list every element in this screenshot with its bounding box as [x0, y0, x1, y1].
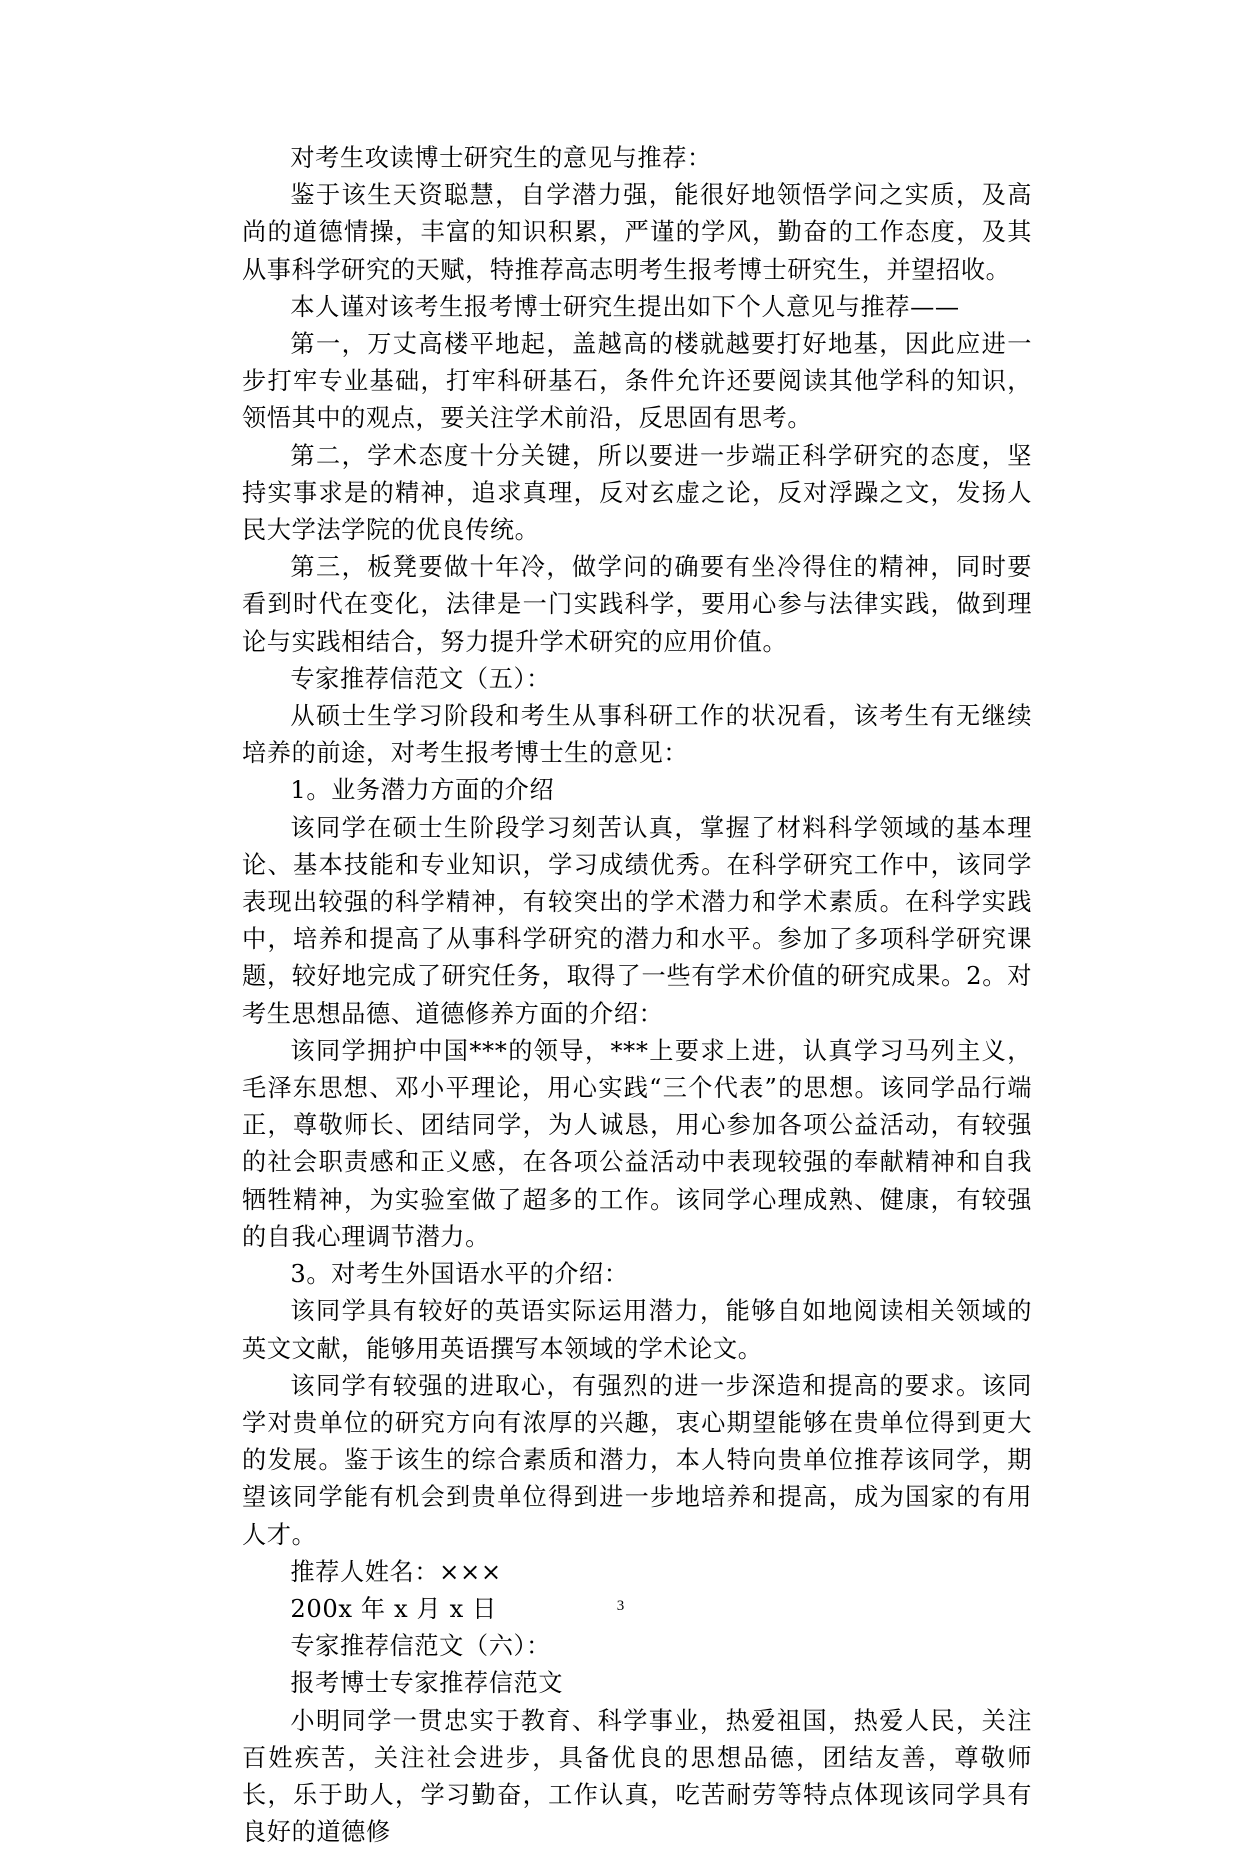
paragraph: 该同学有较强的进取心，有强烈的进一步深造和提高的要求。该同学对贵单位的研究方向有浓厚的兴趣，衷心期望能够在贵单位得到更大的发展。鉴于该生的综合素质和潜力，本人特向贵单位推荐该同学，期望该同学能有机会到贵单位得到进一步地培养和提高，成为国家的有用人才。 [242, 1371, 1032, 1549]
document-body [242, 140, 1032, 1851]
paragraph: 第三，板凳要做十年冷，做学问的确要有坐冷得住的精神，同时要看到时代在变化，法律是一门实践科学，要用心参与法律实践，做到理论与实践相结合，努力提升学术研究的应用价值。 [242, 553, 1032, 656]
subheading: 1。业务潜力方面的介绍 [290, 776, 555, 805]
paragraph: 小明同学一贯忠实于教育、科学事业，热爱祖国，热爱人民，关注百姓疾苦，关注社会进步，具备优良的思想品德，团结友善，尊敬师长，乐于助人，学习勤奋，工作认真，吃苦耐劳等特点体现该同学具有良好的道德修 [242, 1706, 1032, 1847]
paragraph: 该同学具有较好的英语实际运用潜力，能够自如地阅读相关领域的英文文献，能够用英语撰写本领域的学术论文。 [242, 1297, 1032, 1363]
paragraph: 第二，学术态度十分关键，所以要进一步端正科学研究的态度，坚持实事求是的精神，追求真理，反对玄虚之论，反对浮躁之文，发扬人民大学法学院的优良传统。 [242, 441, 1032, 545]
letter-title: 报考博士专家推荐信范文 [290, 1669, 564, 1698]
section-heading: 专家推荐信范文（六）： [290, 1632, 551, 1661]
paragraph: 对考生攻读博士研究生的意见与推荐： [290, 144, 712, 172]
paragraph: 该同学在硕士生阶段学习刻苦认真，掌握了材料科学领域的基本理论、基本技能和专业知识，学习成绩优秀。在科学研究工作中，该同学表现出较强的科学精神，有较突出的学术潜力和学术素质。在科学实践中，培养和提高了从事科学研究的潜力和水平。参加了多项科学研究课题，较好地完成了研究任务，取得了一些有学术价值的研究成果。2。对考生思想品德、道德修养方面的介绍： [242, 813, 1032, 1028]
paragraph: 鉴于该生天资聪慧，自学潜力强，能很好地领悟学问之实质，及高尚的道德情操，丰富的知识积累，严谨的学风，勤奋的工作态度，及其从事科学研究的天赋，特推荐高志明考生报考博士研究生，并望招收。 [242, 181, 1032, 284]
paragraph: 该同学拥护中国***的领导，***上要求上进，认真学习马列主义，毛泽东思想、邓小平理论，用心实践“三个代表”的思想。该同学品行端正，尊敬师长、团结同学，为人诚恳，用心参加各项公益活动，有较强的社会职责感和正义感，在各项公益活动中表现较强的奉献精神和自我牺牲精神，为实验室做了超多的工作。该同学心理成熟、健康，有较强的自我心理调节潜力。 [242, 1036, 1032, 1251]
recommender-name: 推荐人姓名：××× [290, 1557, 502, 1586]
page-number: 3 [616, 1598, 625, 1614]
paragraph: 从硕士生学习阶段和考生从事科研工作的状况看，该考生有无继续培养的前途，对考生报考博士生的意见： [242, 702, 1032, 768]
section-heading: 专家推荐信范文（五）： [290, 664, 551, 693]
paragraph: 第一，万丈高楼平地起，盖越高的楼就越要打好地基，因此应进一步打牢专业基础，打牢科研基石，条件允许还要阅读其他学科的知识，领悟其中的观点，要关注学术前沿，反思固有思考。 [242, 330, 1032, 433]
subheading: 3。对考生外国语水平的介绍： [290, 1260, 629, 1289]
date-line: 200x 年 x 月 x 日 [290, 1594, 497, 1623]
paragraph: 本人谨对该考生报考博士研究生提出如下个人意见与推荐—— [290, 292, 960, 321]
